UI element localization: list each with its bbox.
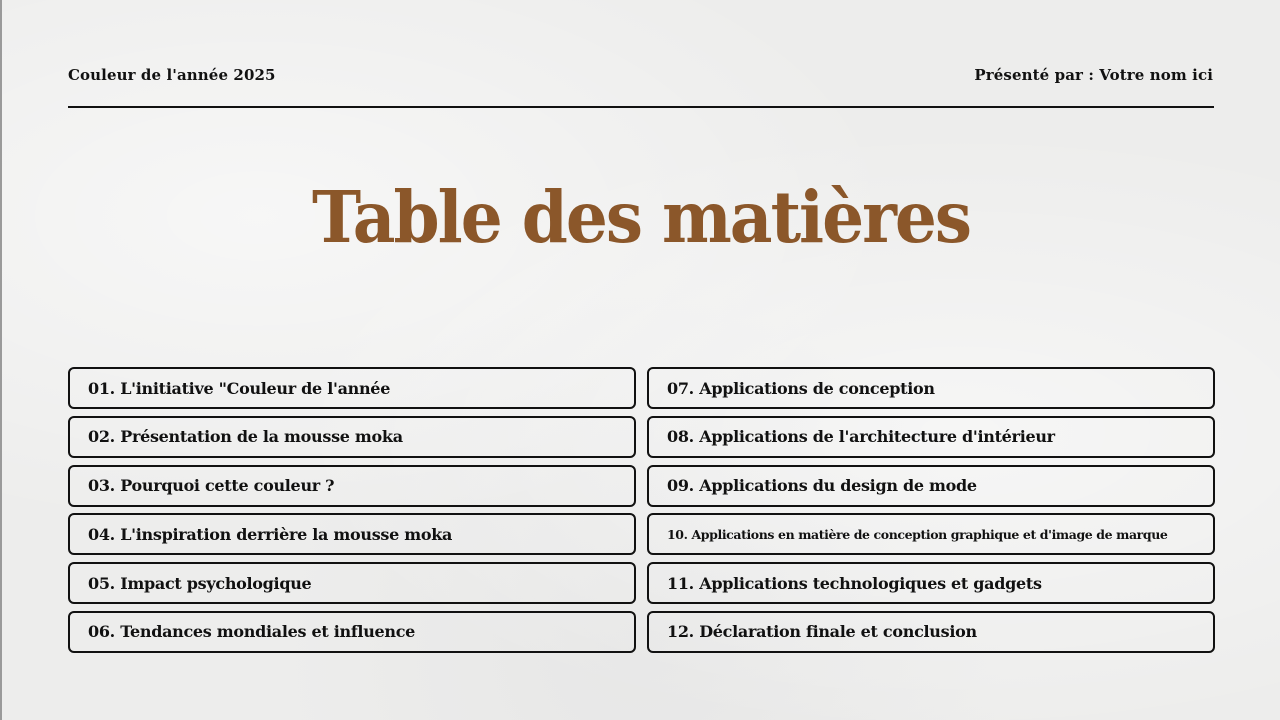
toc-item-10[interactable]: 10. Applications en matière de conception graphique et d'image de marque — [647, 513, 1215, 555]
toc-item-03[interactable]: 03. Pourquoi cette couleur ? — [68, 465, 636, 507]
toc-column-left — [68, 367, 636, 660]
toc-item-07[interactable]: 07. Applications de conception — [647, 367, 1215, 409]
header-presenter: Présenté par : Votre nom ici — [974, 66, 1213, 84]
toc-item-04[interactable]: 04. L'inspiration derrière la mousse moka — [68, 513, 636, 555]
toc-item-12[interactable]: 12. Déclaration finale et conclusion — [647, 611, 1215, 653]
toc-item-06[interactable]: 06. Tendances mondiales et influence — [68, 611, 636, 653]
toc-item-05[interactable]: 05. Impact psychologique — [68, 562, 636, 604]
page-title: Table des matières — [311, 174, 971, 260]
toc-item-01[interactable]: 01. L'initiative "Couleur de l'année — [68, 367, 636, 409]
toc-item-09[interactable]: 09. Applications du design de mode — [647, 465, 1215, 507]
header-divider — [68, 106, 1214, 108]
toc-column-right — [647, 367, 1215, 660]
toc-item-02[interactable]: 02. Présentation de la mousse moka — [68, 416, 636, 458]
toc-item-11[interactable]: 11. Applications technologiques et gadgets — [647, 562, 1215, 604]
toc-item-08[interactable]: 08. Applications de l'architecture d'intérieur — [647, 416, 1215, 458]
header-presentation-name: Couleur de l'année 2025 — [68, 66, 276, 84]
